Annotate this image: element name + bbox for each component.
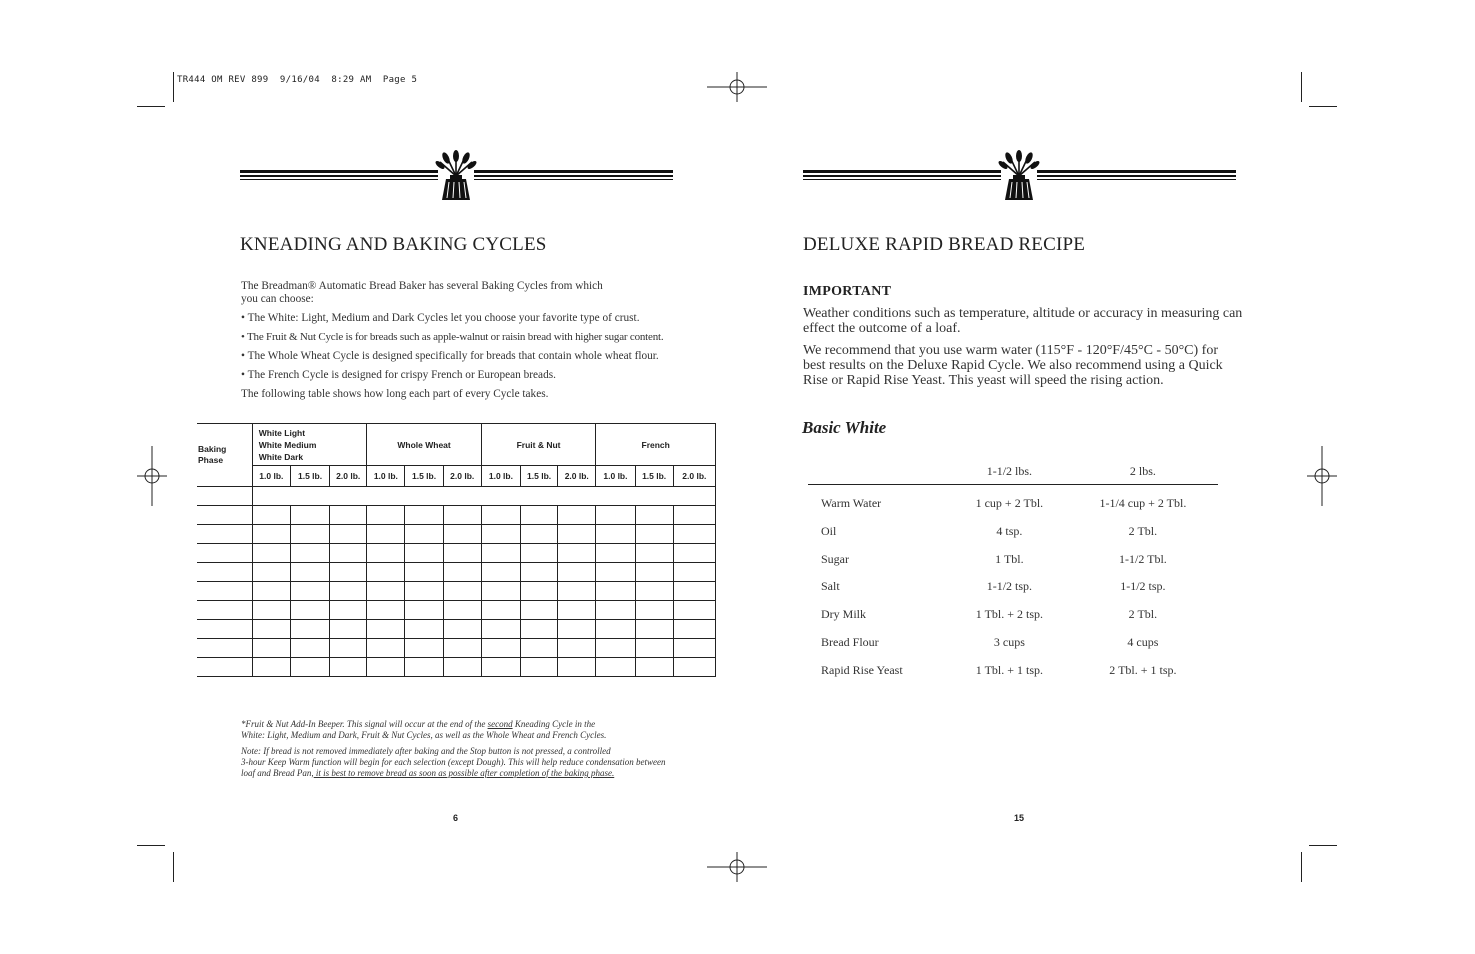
registration-mark-icon (1307, 446, 1337, 506)
ingredient: Sugar (821, 551, 849, 566)
amount: 1 Tbl. (995, 551, 1024, 566)
size-header: 1.0 lb. (367, 466, 405, 487)
crop-mark (173, 852, 174, 882)
intro-line: you can choose: (241, 293, 314, 305)
keep-warm-note: Note: If bread is not removed immediately after baking and the Stop button is not pressed, a controlled 3-hour Keep Warm function will begin for each selection (except Dough). This will help reduce condensation between loaf and Bread Pan, it is best to remove bread as soon as possible after completion of the baking phase. (241, 746, 666, 778)
intro-closing: The following table shows how long each part of every Cycle takes. (241, 388, 549, 400)
bullet-item: • The White: Light, Medium and Dark Cycles let you choose your favorite type of crust. (241, 312, 640, 324)
table-row (197, 658, 716, 677)
table-row (197, 506, 716, 525)
amount: 1-1/2 tsp. (1120, 579, 1166, 594)
bullet-item: • The Whole Wheat Cycle is designed specifically for breads that contain whole wheat flour. (241, 350, 659, 362)
ingredient: Warm Water (821, 495, 882, 510)
size-header: 1.0 lb. (252, 466, 290, 487)
recipe-table (808, 458, 1218, 684)
intro-text (241, 280, 721, 407)
size-header: 2.0 lb. (673, 466, 715, 487)
size-header: 1.5 lb. (290, 466, 329, 487)
crop-mark (137, 106, 165, 107)
crop-mark (1309, 106, 1337, 107)
table-row (197, 487, 716, 506)
amount: 4 tsp. (996, 523, 1023, 538)
print-slug: TR444 OM REV 899 9/16/04 8:29 AM Page 5 (177, 75, 418, 85)
registration-mark-icon (707, 72, 767, 102)
paragraph: Weather conditions such as temperature, altitude or accuracy in measuring can effect the outcome of a loaf. (803, 306, 1243, 336)
ingredient: Salt (821, 579, 840, 594)
crop-mark (1301, 852, 1302, 882)
amount: 1-1/2 Tbl. (1119, 551, 1167, 566)
recipe-row (808, 656, 1218, 684)
recipe-row (808, 518, 1218, 546)
bullet-item: • The French Cycle is designed for crispy French or European breads. (241, 369, 556, 381)
amount: 1 Tbl. + 2 tsp. (975, 607, 1043, 622)
crop-mark (173, 72, 174, 102)
ingredient: Oil (821, 523, 837, 538)
amount: 3 cups (993, 635, 1025, 650)
important-heading: IMPORTANT (803, 284, 892, 299)
size-header: 2.0 lb. (330, 466, 367, 487)
amount: 2 Tbl. + 1 tsp. (1109, 662, 1177, 677)
ingredient: Bread Flour (821, 635, 879, 650)
page-title: KNEADING AND BAKING CYCLES (240, 234, 547, 255)
amount: 2 Tbl. (1128, 607, 1158, 622)
ingredient: Rapid Rise Yeast (821, 662, 903, 677)
amount: 1-1/4 cup + 2 Tbl. (1099, 495, 1187, 510)
table-row (197, 563, 716, 582)
ingredient: Dry Milk (821, 607, 866, 622)
amount: 1 cup + 2 Tbl. (975, 495, 1044, 510)
size-header: 2.0 lb. (558, 466, 596, 487)
table-row (197, 601, 716, 620)
fruit-nut-header: Fruit & Nut (481, 424, 596, 466)
column-header: 1-1/2 lbs. (951, 458, 1068, 485)
page-number: 6 (453, 813, 459, 823)
table-row (197, 620, 716, 639)
size-header: 2.0 lb. (443, 466, 481, 487)
recipe-row (808, 601, 1218, 629)
size-header: 1.0 lb. (481, 466, 520, 487)
crop-mark (1301, 72, 1302, 102)
table-row (197, 582, 716, 601)
wheat-sheaf-icon (997, 150, 1041, 202)
important-body (803, 306, 1243, 395)
paragraph: We recommend that you use warm water (115°F - 120°F/45°C - 50°C) for best results on the Deluxe Rapid Cycle. We also recommend using a Quick Rise or Rapid Rise Yeast. This yeast will speed the rising action. (803, 343, 1223, 388)
column-header: 2 lbs. (1068, 458, 1218, 485)
page-title: DELUXE RAPID BREAD RECIPE (803, 234, 1086, 255)
table-row (197, 544, 716, 563)
whole-wheat-header: Whole Wheat (367, 424, 482, 466)
recipe-row (808, 545, 1218, 573)
table-row (197, 525, 716, 544)
recipe-title: Basic White (802, 418, 887, 437)
column-header (808, 458, 951, 485)
page-number: 15 (1014, 813, 1025, 823)
size-header: 1.5 lb. (405, 466, 443, 487)
recipe-row (808, 629, 1218, 657)
phase-header: Baking Phase (197, 424, 252, 487)
amount: 1 Tbl. + 1 tsp. (975, 662, 1043, 677)
beeper-note: *Fruit & Nut Add-In Beeper. This signal will occur at the end of the second Kneading Cycle in the White: Light, Medium and Dark, Fruit & Nut Cycles, as well as the Whole Wheat and French Cycles. (241, 719, 607, 740)
recipe-header-row (808, 458, 1218, 485)
crop-mark (137, 845, 165, 846)
size-header: 1.5 lb. (521, 466, 558, 487)
crop-mark (1309, 845, 1337, 846)
size-header: 1.5 lb. (635, 466, 673, 487)
white-cycles-header: White Light White Medium White Dark (252, 424, 367, 466)
amount: 2 Tbl. (1128, 523, 1158, 538)
recipe-row (808, 485, 1218, 518)
registration-mark-icon (707, 852, 767, 882)
footnotes (241, 719, 721, 784)
intro-line: The Breadman® Automatic Bread Baker has several Baking Cycles from which (241, 280, 603, 292)
wheat-sheaf-icon (434, 150, 478, 202)
size-header: 1.0 lb. (596, 466, 635, 487)
amount: 1-1/2 tsp. (986, 579, 1033, 594)
registration-mark-icon (137, 446, 167, 506)
cycles-table (197, 423, 716, 677)
bullet-item: • The Fruit & Nut Cycle is for breads such as apple-walnut or raisin bread with higher sugar content. (241, 331, 664, 343)
table-row (197, 639, 716, 658)
amount: 4 cups (1127, 635, 1159, 650)
recipe-row (808, 573, 1218, 601)
french-header: French (596, 424, 716, 466)
